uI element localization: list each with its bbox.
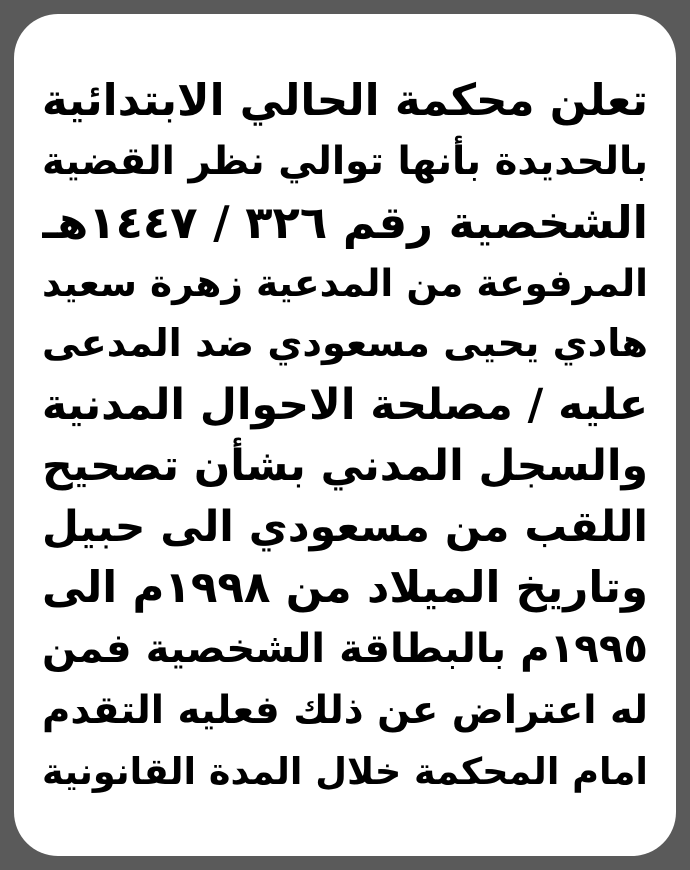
notice-line: ١٩٩٥م بالبطاقة الشخصية فمن bbox=[42, 626, 648, 672]
notice-body bbox=[42, 70, 648, 802]
notice-panel bbox=[14, 14, 676, 856]
notice-line: المرفوعة من المدعية زهرة سعيد bbox=[42, 261, 648, 305]
notice-line: والسجل المدني بشأن تصحيح bbox=[42, 441, 648, 491]
notice-line: امام المحكمة خلال المدة القانونية bbox=[42, 750, 648, 793]
notice-line: بالحديدة بأنها توالي نظر القضية bbox=[42, 139, 648, 184]
notice-line: اللقب من مسعودي الى حبيل bbox=[42, 503, 648, 552]
notice-line: عليه / مصلحة الاحوال المدنية bbox=[42, 380, 648, 430]
notice-line: له اعتراض عن ذلك فعليه التقدم bbox=[42, 688, 648, 733]
notice-line: هادي يحيى مسعودي ضد المدعى bbox=[42, 322, 648, 366]
notice-line: الشخصية رقم ٣٢٦ / ١٤٤٧هـ bbox=[42, 196, 648, 249]
notice-line: وتاريخ الميلاد من ١٩٩٨م الى bbox=[42, 563, 648, 613]
notice-line: تعلن محكمة الحالي الابتدائية bbox=[42, 75, 648, 126]
